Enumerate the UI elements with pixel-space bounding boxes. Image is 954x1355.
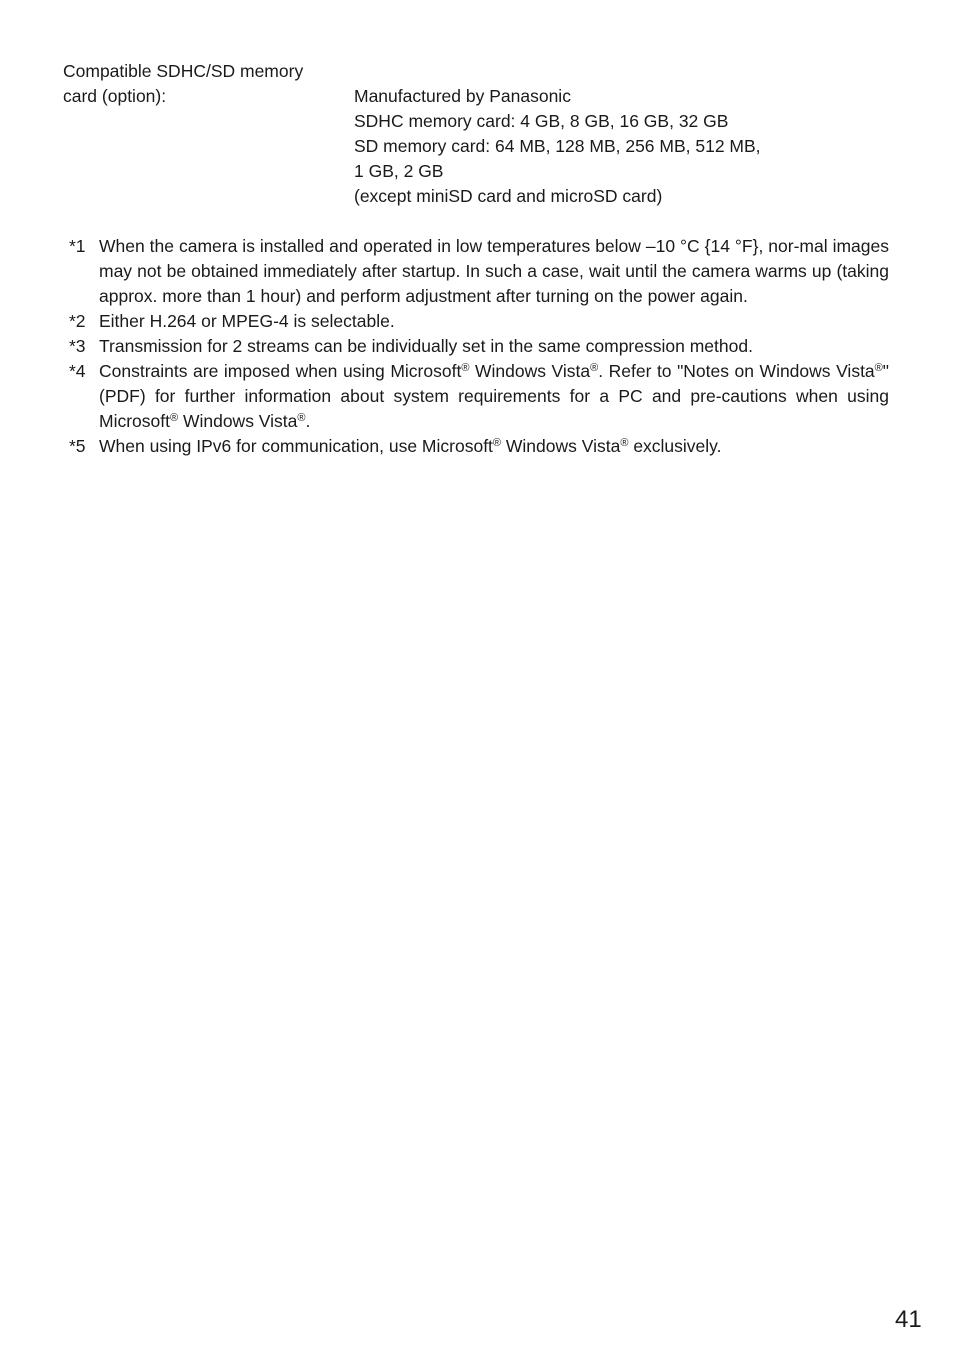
registered-trademark-mark: ® <box>461 362 470 374</box>
footnote-text <box>99 359 889 434</box>
footnote-text <box>99 309 889 334</box>
spec-value-line: Manufactured by Panasonic <box>354 86 571 106</box>
spec-label-line: card (option): <box>63 86 167 106</box>
footnote-2 <box>63 309 889 334</box>
footnote-text-part: Windows Vista <box>178 411 298 431</box>
footnote-text-part: . <box>305 411 311 431</box>
registered-trademark-mark: ® <box>297 412 306 424</box>
footnote-text-part: When the camera is installed and operated in low temperatures below –10 °C {14 °F}, nor-mal images may not be obtained immediately after startup. In such a case, wait until the camera warms up (taking approx. more than 1 hour) and perform adjustment after turning on the power again. <box>99 236 889 306</box>
footnote-text-part: Constraints are imposed when using Microsoft <box>99 361 462 381</box>
footnote-text-part: Transmission for 2 streams can be individually set in the same compression method. <box>99 336 753 356</box>
footnote-marker: *5 <box>69 436 86 456</box>
footnote-text <box>99 234 889 309</box>
registered-trademark-mark: ® <box>620 437 629 449</box>
footnote-text-part: Windows Vista <box>501 436 621 456</box>
footnote-text-part: . Refer to "Notes on Windows Vista <box>598 361 875 381</box>
spec-value-line: SD memory card: 64 MB, 128 MB, 256 MB, 512 MB, <box>354 136 761 156</box>
footnote-text <box>99 434 889 459</box>
spec-value-line: (except miniSD card and microSD card) <box>354 186 663 206</box>
spec-label <box>63 59 343 109</box>
footnote-marker: *2 <box>69 311 86 331</box>
footnote-4 <box>63 359 889 434</box>
spec-label-line: Compatible SDHC/SD memory <box>63 61 304 81</box>
registered-trademark-mark: ® <box>169 412 179 424</box>
footnote-text-part: " (PDF) for further information about system requirements for a PC and pre-cautions when using Microsoft <box>99 361 889 431</box>
page-number: 41 <box>895 1306 922 1333</box>
footnote-5 <box>63 434 889 459</box>
registered-trademark-mark: ® <box>492 437 502 449</box>
registered-trademark-mark: ® <box>874 362 883 374</box>
footnote-text <box>99 334 889 359</box>
footnote-marker: *4 <box>69 361 86 381</box>
spec-value-line: SDHC memory card: 4 GB, 8 GB, 16 GB, 32 GB <box>354 111 729 131</box>
footnote-1 <box>63 234 889 309</box>
footnote-text-part: exclusively. <box>628 436 722 456</box>
footnote-text-part: Windows Vista <box>469 361 591 381</box>
footnotes <box>63 234 889 459</box>
spec-values <box>354 84 884 209</box>
spec-value-line: 1 GB, 2 GB <box>354 161 444 181</box>
registered-trademark-mark: ® <box>590 362 599 374</box>
footnote-text-part: Either H.264 or MPEG-4 is selectable. <box>99 311 395 331</box>
footnote-text-part: When using IPv6 for communication, use Microsoft <box>99 436 493 456</box>
footnote-marker: *1 <box>69 236 86 256</box>
footnote-3 <box>63 334 889 359</box>
footnote-marker: *3 <box>69 336 86 356</box>
